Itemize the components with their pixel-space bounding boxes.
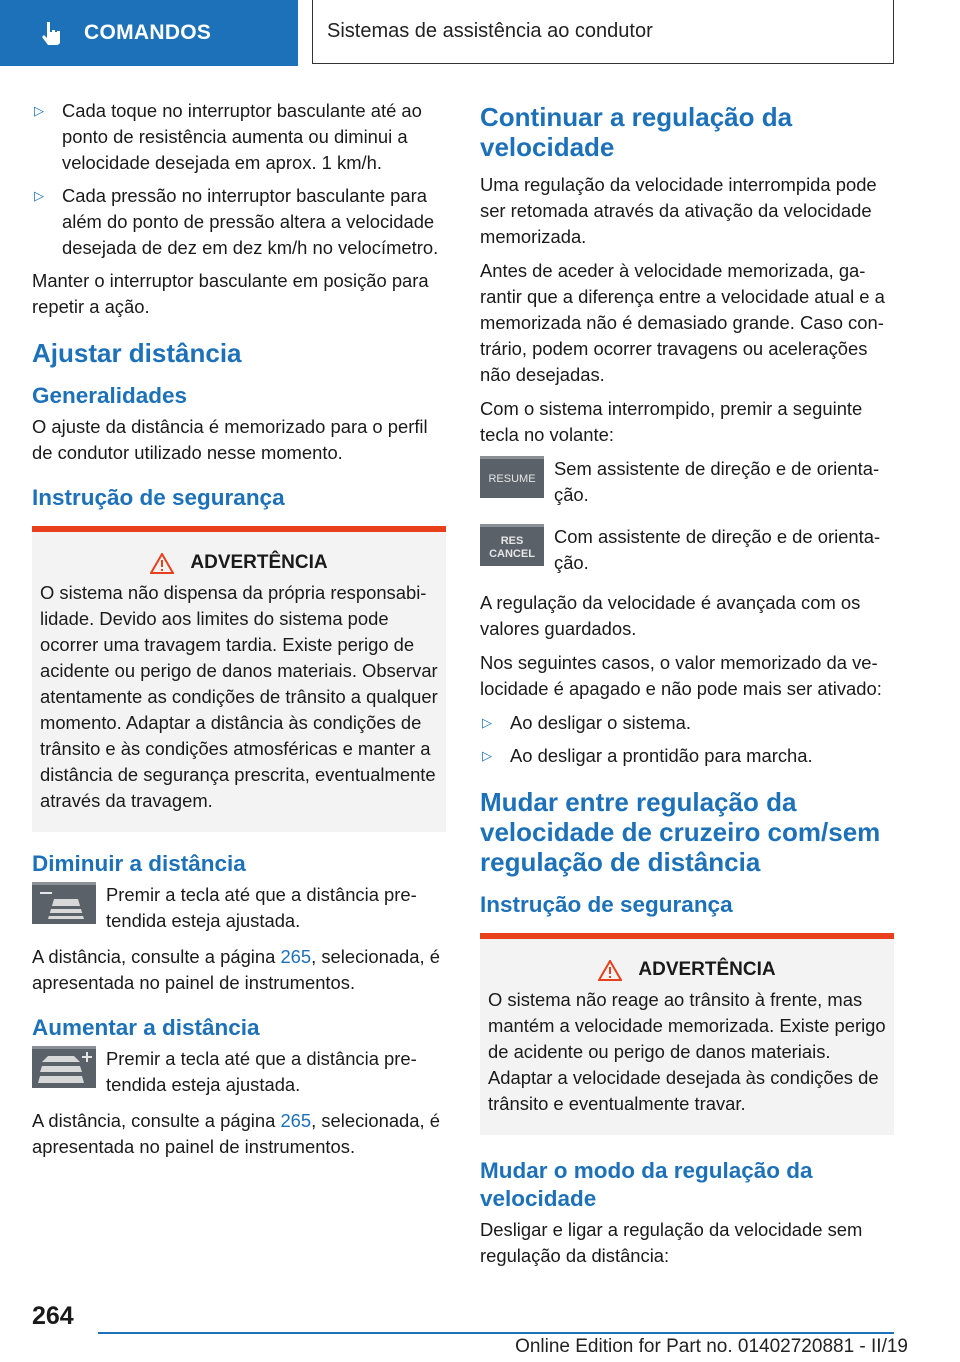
paragraph: Com o sistema interrompido, premir a seguinte tecla no volante: — [480, 398, 863, 445]
page-link[interactable]: 265 — [280, 946, 312, 967]
warning-triangle-icon — [150, 553, 174, 574]
res-cancel-button-icon — [480, 524, 544, 566]
paragraph: A distância, consulte a página 265, selecionada, é apresentada no painel de instrumentos. — [32, 1110, 440, 1157]
resume-button-icon — [480, 456, 544, 498]
paragraph: A regulação da velocidade é avançada com os valores guardados. — [480, 592, 861, 639]
warning-text: O sistema não dispensa da própria responsabilidade. Devido aos limites do sistema pode ocorrer uma travagem tardia. Existe perigo de acidente ou perigo de danos materiais. Observar atentamente as condições de trânsito a qualquer momento. Adaptar a distância às condições de trânsito e às condições atmosféricas e manter a distância de segurança prescrita, eventualmente através da travagem. — [40, 582, 438, 811]
distance-increase-button-icon — [32, 1046, 96, 1088]
heading-decrease-distance: Diminuir a distância — [32, 851, 246, 876]
warning-box — [32, 526, 446, 832]
triangle-bullet-icon: ▷ — [482, 748, 492, 763]
paragraph: A distância, consulte a página 265, selecionada, é apresentada no painel de instrumentos. — [32, 946, 440, 993]
footer-edition: Online Edition for Part no. 01402720881 - II/19 — [515, 1336, 908, 1357]
paragraph: Uma regulação da velocidade interrompida pode ser retomada através da ativação da velocidade memorizada. — [480, 174, 877, 247]
paragraph: Manter o interruptor basculante em posição para repetir a ação. — [32, 270, 429, 317]
svg-text:RESUME: RESUME — [488, 473, 536, 485]
key-row: RES CANCEL Com assistente de direção e de orientação. — [480, 524, 894, 576]
right-column — [480, 98, 894, 1277]
heading-general: Generalidades — [32, 383, 188, 408]
triangle-bullet-icon: ▷ — [482, 715, 492, 730]
key-row: RESUME Sem assistente de direção e de orientação. — [480, 456, 894, 508]
distance-decrease-button-icon — [32, 882, 96, 924]
list-item: ▷ Cada pressão no interruptor basculante para além do ponto de pressão altera a velocidade desejada de dez em dez km/h no velocímetro. — [32, 183, 446, 261]
heading-switch-cruise: Mudar entre regulação da velocidade de cruzeiro com/sem regulação de distância — [480, 787, 881, 877]
list-item: ▷ Ao desligar o sistema. — [480, 710, 894, 736]
key-row: Premir a tecla até que a distância pretendida esteja ajustada. — [32, 1046, 446, 1098]
warning-heading: ADVERTÊNCIA — [488, 957, 886, 983]
heading-safety: Instrução de segurança — [32, 485, 285, 510]
triangle-bullet-icon: ▷ — [34, 188, 44, 203]
svg-text:RES: RES — [500, 535, 524, 547]
page-header-title: Sistemas de assistência ao condutor — [312, 0, 894, 64]
section-label: COMANDOS — [84, 21, 212, 44]
paragraph: Desligar e ligar a regulação da velocidade sem regulação da distância: — [480, 1219, 863, 1266]
list-item: ▷ Ao desligar a prontidão para marcha. — [480, 743, 894, 769]
page-number: 264 — [32, 1302, 74, 1330]
list-item: ▷ Cada toque no interruptor basculante até ao ponto de resistência aumenta ou diminui a velocidade desejada em aprox. 1 km/h. — [32, 98, 446, 176]
heading-safety: Instrução de segurança — [480, 892, 733, 917]
warning-triangle-icon — [598, 960, 622, 981]
warning-heading: ADVERTÊNCIA — [40, 550, 438, 576]
left-column — [32, 98, 446, 1168]
heading-increase-distance: Aumentar a distância — [32, 1015, 260, 1040]
triangle-bullet-icon: ▷ — [34, 103, 44, 118]
warning-box — [480, 933, 894, 1135]
heading-change-mode: Mudar o modo da regulação da velocidade — [480, 1158, 813, 1211]
heading-adjust-distance: Ajustar distância — [32, 338, 242, 368]
heading-continue-speed: Continuar a regulação da velocidade — [480, 102, 793, 162]
paragraph: Nos seguintes casos, o valor memorizado da velocidade é apagado e não pode mais ser ativado: — [480, 652, 882, 699]
paragraph: Antes de aceder à velocidade memorizada, garantir que a diferença entre a velocidade atual e a memorizada não é demasiado grande. Caso contrário, podem ocorrer travagens ou acelerações não desejadas. — [480, 260, 885, 385]
paragraph: O ajuste da distância é memorizado para o perfil de condutor utilizado nesse momento. — [32, 416, 428, 463]
section-tab — [0, 0, 298, 66]
warning-text: O sistema não reage ao trânsito à frente, mas mantém a velocidade memorizada. Existe perigo de acidente ou perigo de danos materiais. Adaptar a velocidade desejada às condições de trânsito e eventualmente travar. — [488, 989, 886, 1114]
key-row: Premir a tecla até que a distância pretendida esteja ajustada. — [32, 882, 446, 934]
footer-divider — [98, 1332, 894, 1334]
hand-pointer-icon — [38, 20, 64, 46]
svg-text:CANCEL: CANCEL — [489, 548, 535, 560]
page-link[interactable]: 265 — [280, 1110, 312, 1131]
